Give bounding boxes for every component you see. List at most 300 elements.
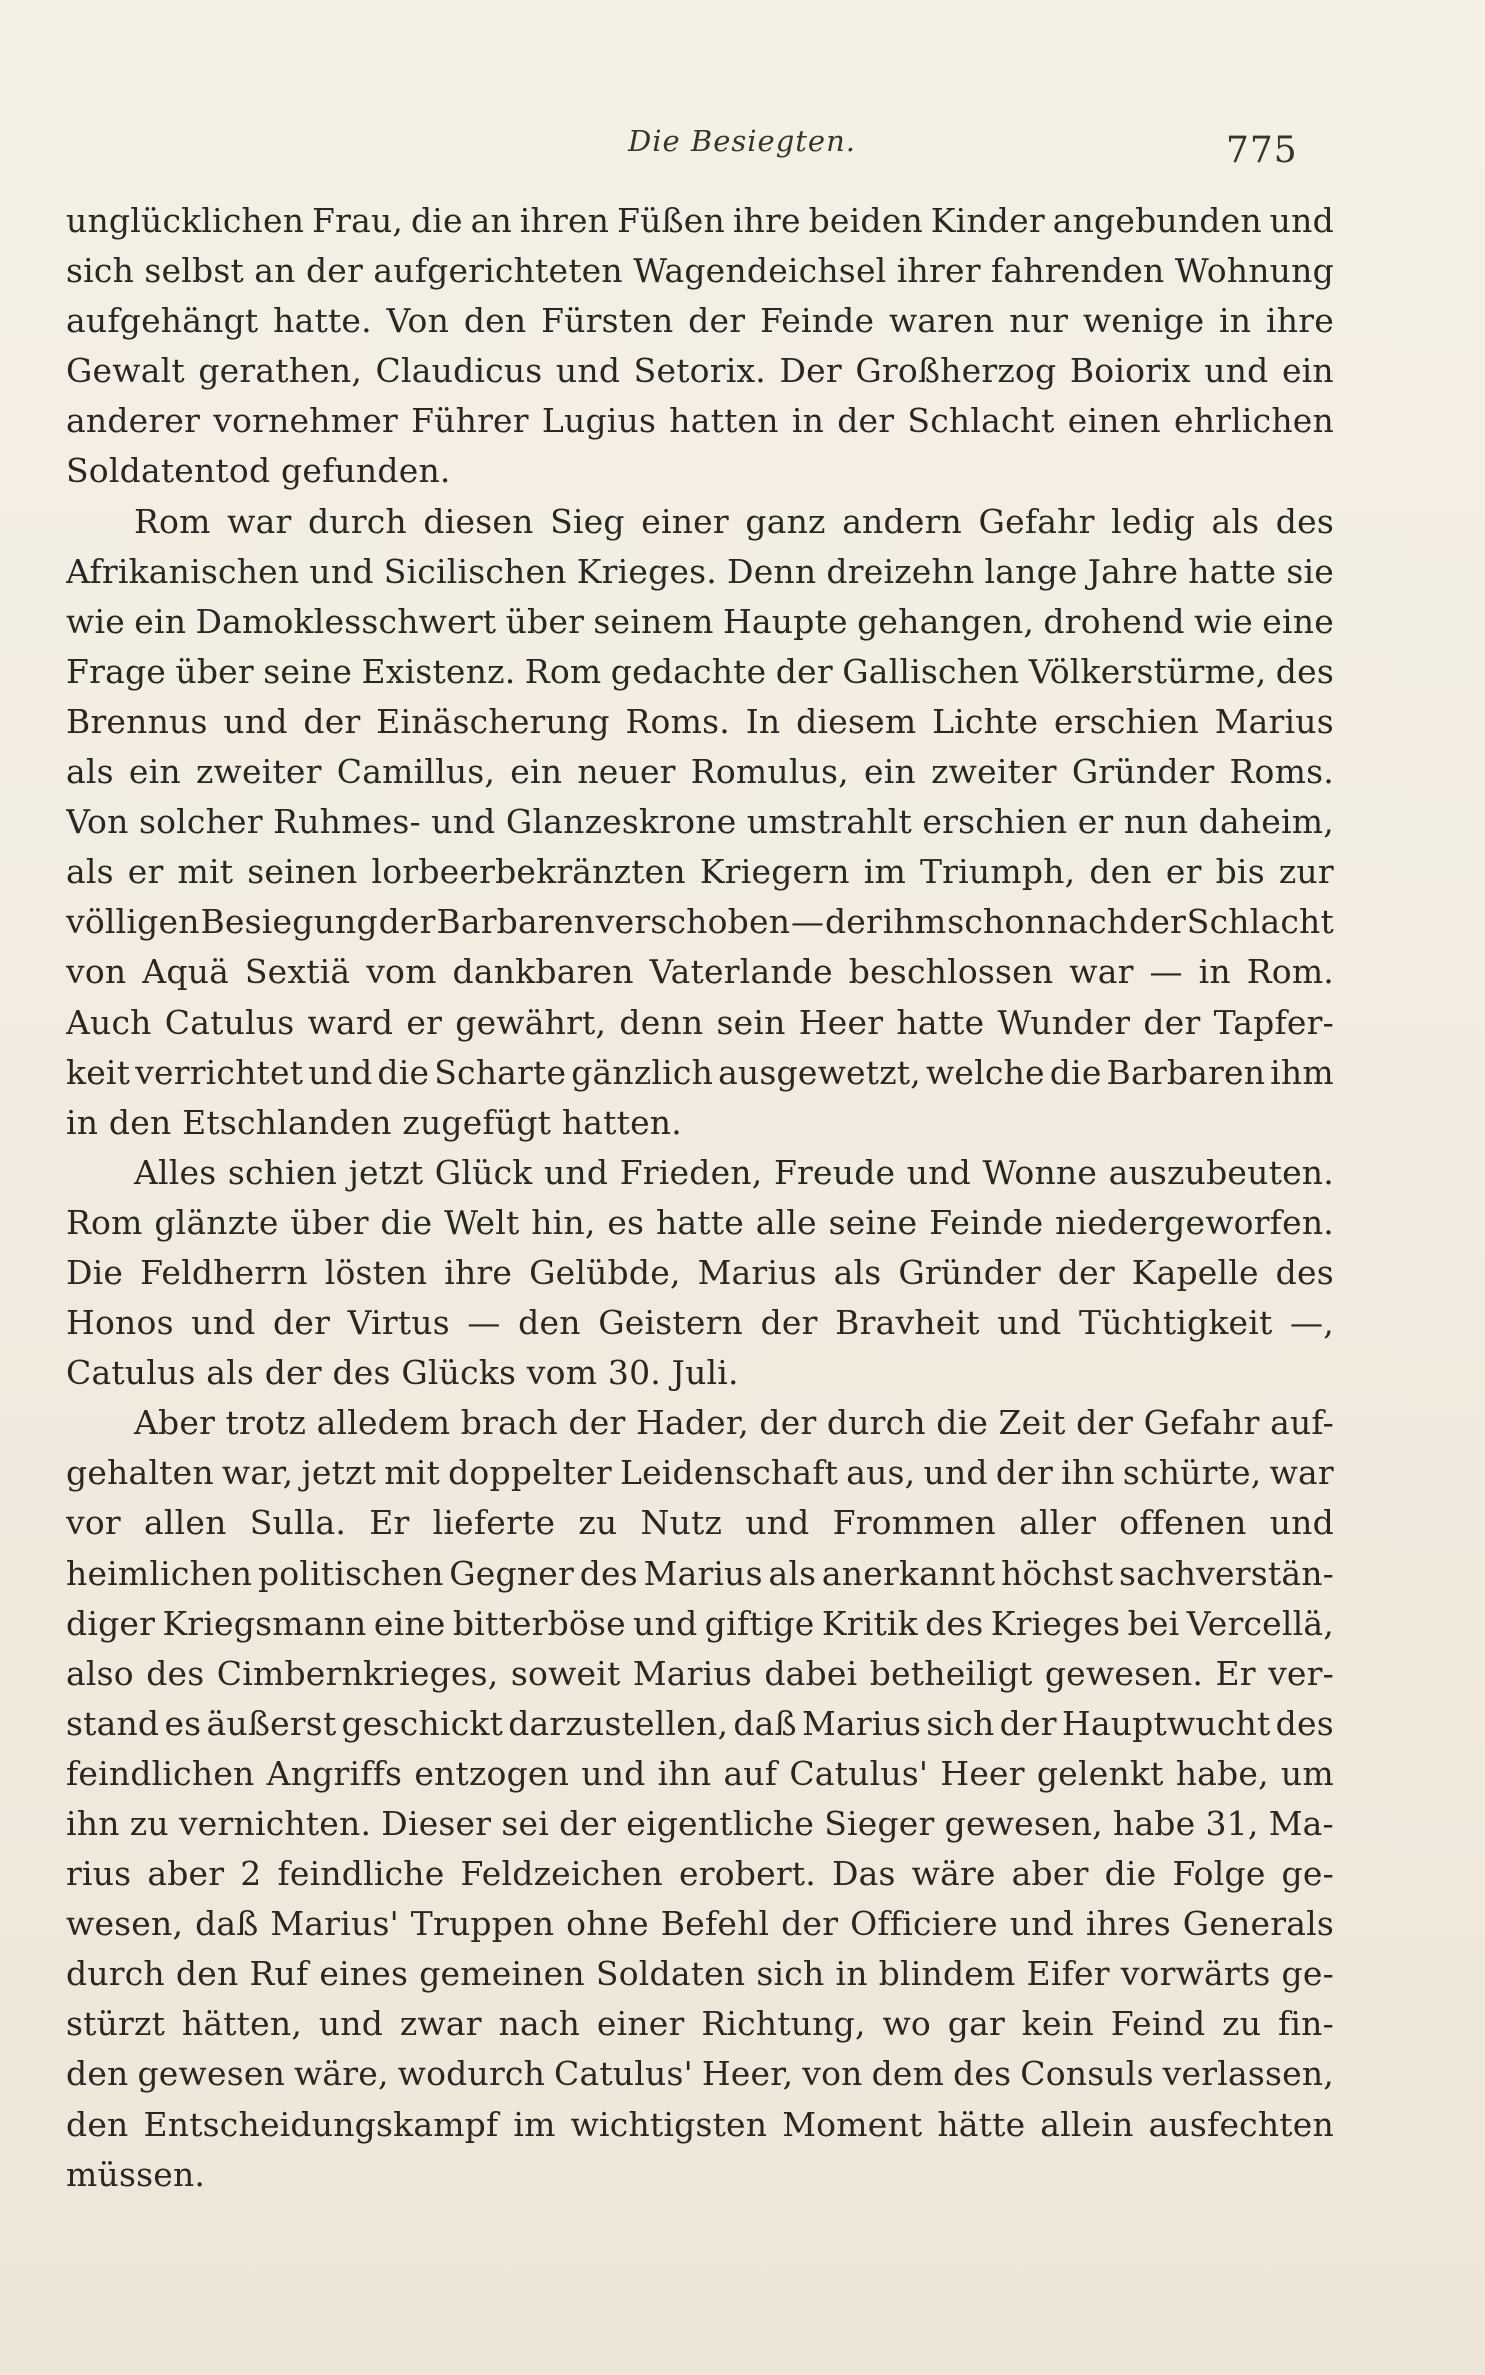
word: Gallischen [842,651,1020,691]
word: gewesen. [1044,1653,1204,1693]
word: Existenz. [361,651,516,691]
word: gehangen, [857,601,1035,641]
word: sachverstän- [1119,1553,1334,1593]
word: Marius [697,1252,817,1292]
word: Soldaten [595,1954,746,1994]
word: ge- [1281,1854,1334,1894]
word: nach [498,2004,581,2044]
word: Sextiä [244,952,351,992]
word: Wohnung [1174,251,1334,291]
word: einer [641,501,729,541]
body-text [66,196,1334,2200]
word: wie [1194,601,1253,641]
word: Sicilischen [383,551,567,591]
word: Boiorix [1069,351,1191,391]
word: Damoklesschwert [195,601,497,641]
word: Welt [444,1202,520,1242]
word: Aquä [142,952,229,992]
word: waren [888,301,995,341]
word: Frau, [312,201,404,240]
word: Haupte [722,601,848,641]
word: Geistern [598,1303,744,1343]
word: Lichte [932,701,1039,741]
word: vor [66,1503,121,1543]
word: auf- [1270,1403,1334,1443]
word: des [1275,501,1334,541]
word: der [1129,902,1187,942]
text-line [66,346,1334,396]
word: zwar [399,2004,482,2044]
word: auszubeuten. [1108,1152,1334,1192]
word: Besiegung [200,902,378,942]
text-line [66,1348,1334,1398]
word: Nutz [640,1503,723,1543]
word: Bravheit [835,1303,980,1343]
word: soweit [510,1653,621,1693]
word: doppelter [448,1453,612,1493]
word: und [318,2004,384,2044]
word: zu [578,1503,618,1543]
word: gewesen, [944,1804,1103,1843]
word: der [775,651,833,691]
word: im [513,2104,556,2144]
word: war [1269,1453,1334,1493]
word: der [999,1703,1057,1743]
word: gänzlich [571,1052,714,1092]
word: es [164,1703,202,1743]
word: Vercellä, [1186,1603,1334,1643]
word: nach [1046,902,1129,942]
word: Gegner [449,1553,574,1593]
word: eine [1262,601,1334,641]
word: des [1275,1703,1334,1743]
word: daheim, [1198,802,1334,842]
word: gehalten [66,1453,214,1493]
text-line [66,296,1334,346]
word: solcher [138,802,263,842]
word: dem [871,2054,945,2094]
word: Hauptwucht [1061,1703,1271,1743]
word: in [1219,301,1252,341]
word: eines [319,1954,409,1994]
word: Denn [727,551,817,591]
word: und [633,1603,698,1643]
word: Tüchtigkeit [1079,1303,1273,1343]
word: Heer, [701,2054,794,2094]
word: umstrahlt [746,802,912,842]
text-line [66,1148,1334,1198]
word: dabei [764,1653,858,1693]
text-line [66,797,1334,847]
word: Großherzog [855,351,1057,391]
word: über [290,1202,369,1242]
word: brach [460,1403,559,1443]
word: der [568,1403,626,1443]
word: Barbaren [436,902,596,942]
word: vornehmer [213,401,398,441]
word: Jahre [1087,551,1179,591]
word: erobert. [679,1854,816,1894]
text-line [66,396,1334,446]
word: Vaterlande [649,952,833,992]
word: Frommen [832,1503,996,1543]
word: ein [134,601,187,641]
word: als [66,752,114,792]
word: als [768,1553,817,1593]
word: eine [373,1603,446,1643]
word: keit [66,1052,131,1092]
word: durch [826,1403,926,1443]
word: angebunden [1052,201,1262,240]
word: offenen [1119,1503,1247,1543]
word: ohne [566,1904,649,1944]
word: Marius' [270,1904,399,1944]
text-line [66,597,1334,647]
word: Entscheidungskampf [143,2104,499,2144]
word: seinen [247,852,358,892]
word: Tapfer- [1213,1002,1334,1042]
word: Völkerstürme, [1028,651,1267,691]
word: hatte [1188,551,1277,591]
word: sich [66,251,135,291]
word: lösten [324,1252,428,1292]
word: zweiter [931,752,1057,792]
word: wodurch [397,2054,546,2094]
word: durch [66,1954,165,1994]
text-line [66,1799,1334,1849]
word: beiden [808,201,923,240]
word: Füßen [616,201,725,240]
word: ihn [657,1753,712,1793]
word: Hader, [635,1403,749,1443]
word: Truppen [410,1904,555,1944]
word: ein [864,752,916,792]
word: Consuls [1020,2054,1154,2094]
word: — [1149,952,1183,992]
word: Rom [524,651,602,691]
word: hatten [669,401,779,441]
word: den [1089,852,1152,892]
word: Eifer [1026,1954,1110,1994]
word: Frieden, [619,1152,763,1192]
word: — [467,1303,501,1343]
word: verschoben [595,902,791,942]
word: und [309,551,374,591]
word: einer [596,2004,685,2044]
word: verrichtet [135,1052,304,1092]
word: Generals [1182,1904,1334,1944]
word: und [1269,1503,1334,1543]
word: ihren [519,201,610,240]
word: ihre [732,201,801,240]
word: und [906,1152,971,1192]
text-line [66,1248,1334,1298]
word: und [745,1503,810,1543]
word: aber [1011,1854,1089,1894]
word: daß [733,1703,797,1743]
word: betheiligt [869,1653,1033,1693]
word: Gründer [898,1252,1041,1292]
word: der [760,1303,818,1343]
word: des [1275,651,1334,691]
text-line [66,998,1334,1048]
word: daß [195,1904,259,1944]
word: Rom. [1246,952,1334,992]
word: aufgehängt [66,301,259,341]
word: gemeinen [419,1954,585,1994]
word: die [377,1052,430,1092]
text-line [66,1298,1334,1348]
running-title: Die Besiegten. [628,124,856,158]
word: der [837,401,895,441]
word: des [579,1553,638,1593]
word: der [781,1904,839,1944]
word: gedachte [610,651,767,691]
word: der [824,902,882,942]
word: Claudicus [375,351,543,391]
word: Gefahr [978,501,1095,541]
word: sein [716,1002,786,1042]
word: rius [66,1854,132,1894]
word: stürzt [66,2004,166,2044]
text-line [66,897,1334,947]
word: Scharte [434,1052,567,1092]
word: den [518,1303,581,1343]
word: der [273,1303,331,1343]
word: Ma- [1268,1804,1334,1843]
word: den [66,2104,129,2144]
word: Folge [1172,1854,1266,1894]
word: hatte [655,1202,744,1242]
word: lorbeerbekränzten [371,852,686,892]
word: Zeit [998,1403,1066,1443]
word: Schlacht [1186,902,1334,942]
word: Schlacht [907,401,1055,441]
word: und [308,1052,373,1092]
word: und [923,1453,988,1493]
word: selbst [144,251,244,291]
word: Kapelle [1131,1252,1259,1292]
word: ehrlichen [1173,401,1334,441]
word: dankbaren [452,952,634,992]
word: sich [756,1954,825,1994]
word: die [380,1202,433,1242]
word: seine [263,651,353,691]
word: in [835,1954,868,1994]
word: als [1211,501,1260,541]
word: Feinde [929,1202,1044,1242]
word: habe, [1175,1753,1269,1793]
word: von [66,952,127,992]
word: der [759,1403,817,1443]
word: stand [66,1703,160,1743]
word: — [790,902,825,942]
text-line [66,697,1334,747]
word: bitterböse [452,1603,626,1643]
word: aller [1019,1503,1097,1543]
word: zur [1278,852,1334,892]
word: ein [128,752,181,792]
word: der [688,301,746,341]
text-line [66,1949,1334,1999]
text-line [66,446,1334,496]
word: in [791,401,825,441]
word: wie [66,601,125,641]
word: Gründer [1071,752,1215,792]
word: ausfechten [1148,2104,1334,2144]
word: Dieser [381,1804,492,1843]
word: der [559,1804,617,1843]
word: ihrer [896,251,981,291]
word: diger [66,1603,156,1643]
word: wäre, [293,2054,389,2094]
word: seinem [593,601,714,641]
word: vorwärts [1120,1954,1271,1994]
word: Kriegern [699,852,850,892]
word: erschien [922,802,1068,842]
word: andern [842,501,962,541]
word: der [305,251,364,291]
word: er [1077,802,1114,842]
page-number: 775 [1226,130,1298,171]
word: und [1269,201,1334,240]
word: Wagendeichsel [633,251,887,291]
word: auf [723,1753,778,1793]
word: die [936,1403,989,1443]
word: ihn [1061,1453,1115,1493]
text-line [66,1448,1334,1498]
text-line [66,1398,1334,1448]
word: 2 [240,1854,262,1894]
word: Leidenschaft [619,1453,839,1493]
text-line [66,2150,1334,2200]
word: er [1165,852,1202,892]
word: Alles [134,1152,217,1192]
word: mit [177,852,234,892]
word: die [1104,1854,1157,1894]
word: an [254,251,296,291]
word: Frage [66,651,166,691]
word: geschickt [341,1703,504,1743]
word: anerkannt [821,1553,996,1593]
word: seine [828,1202,918,1242]
word: gar [947,2004,1005,2044]
text-line [66,1699,1334,1749]
word: schien [227,1152,338,1192]
word: Rom [134,501,211,541]
word: und [191,1303,256,1343]
word: hin, [531,1202,596,1242]
word: Lugius [541,401,657,441]
word: bei [1127,1603,1180,1643]
word: im [863,852,906,892]
word: ganz [745,501,826,541]
word: Krieges. [576,551,717,591]
word: ihn [66,1804,120,1843]
word: vom [366,952,437,992]
word: nun [1123,802,1189,842]
word: jetzt [348,1152,424,1192]
word: Feind [1110,2004,1206,2044]
word: diesen [423,501,534,541]
word: den [66,2054,129,2094]
word: Das [831,1854,896,1894]
word: gerathen, [198,351,363,391]
text-line [66,1599,1334,1649]
word: zweiter [195,752,322,792]
word: er [127,852,164,892]
word: den [463,301,527,341]
word: über [175,651,254,691]
word: heimlichen [66,1553,253,1593]
word: unglücklichen [66,201,305,240]
word: Wunder [997,1002,1131,1042]
word: In [745,701,781,741]
word: des [1275,1252,1334,1292]
word: wäre [911,1854,996,1894]
word: Gefahr [1143,1403,1260,1443]
word: jetzt [301,1453,377,1493]
word: als [833,1252,882,1292]
word: Der [779,351,842,391]
word: Gewalt [66,351,185,391]
text-line [66,497,1334,547]
word: der [378,902,436,942]
word: Setorix. [633,351,766,391]
word: Einäscherung [376,701,610,741]
word: Wonne [982,1152,1098,1192]
word: aber [147,1854,225,1894]
line-text: in den Etschlanden zugefügt hatten. [66,1102,682,1142]
word: fin- [1277,2004,1334,2044]
line-text: müssen. [66,2154,206,2194]
running-head [0,118,1485,178]
word: hätten, [181,2004,303,2044]
word: dreizehn [826,551,975,591]
word: Aber [134,1403,216,1443]
word: Heer [940,1753,1025,1793]
word: welche [925,1052,1045,1092]
word: eigentliche [626,1804,815,1843]
word: drohend [1043,601,1185,641]
text-line [66,2049,1334,2099]
word: Auch [66,1002,152,1042]
word: Glanzeskrone [505,802,737,842]
word: lange [984,551,1078,591]
word: gewährt, [455,1002,607,1042]
word: und [1009,1904,1074,1944]
word: Von [66,802,129,842]
word: Kritik [821,1603,918,1643]
word: zu [1222,2004,1262,2044]
word: wenige [1082,301,1205,341]
word: völligen [66,902,200,942]
word: Fürsten [541,301,674,341]
word: und [555,351,621,391]
word: Freude [773,1152,896,1192]
word: um [1280,1753,1334,1793]
word: Roms. [625,701,730,741]
word: sie [1286,551,1334,591]
text-line [66,947,1334,997]
word: 31, [1205,1804,1259,1843]
word: ledig [1111,501,1195,541]
word: darzustellen, [508,1703,729,1743]
word: Krieges [990,1603,1121,1643]
word: Angriffs [266,1753,403,1793]
text-line [66,1498,1334,1548]
word: ihre [444,1252,513,1292]
